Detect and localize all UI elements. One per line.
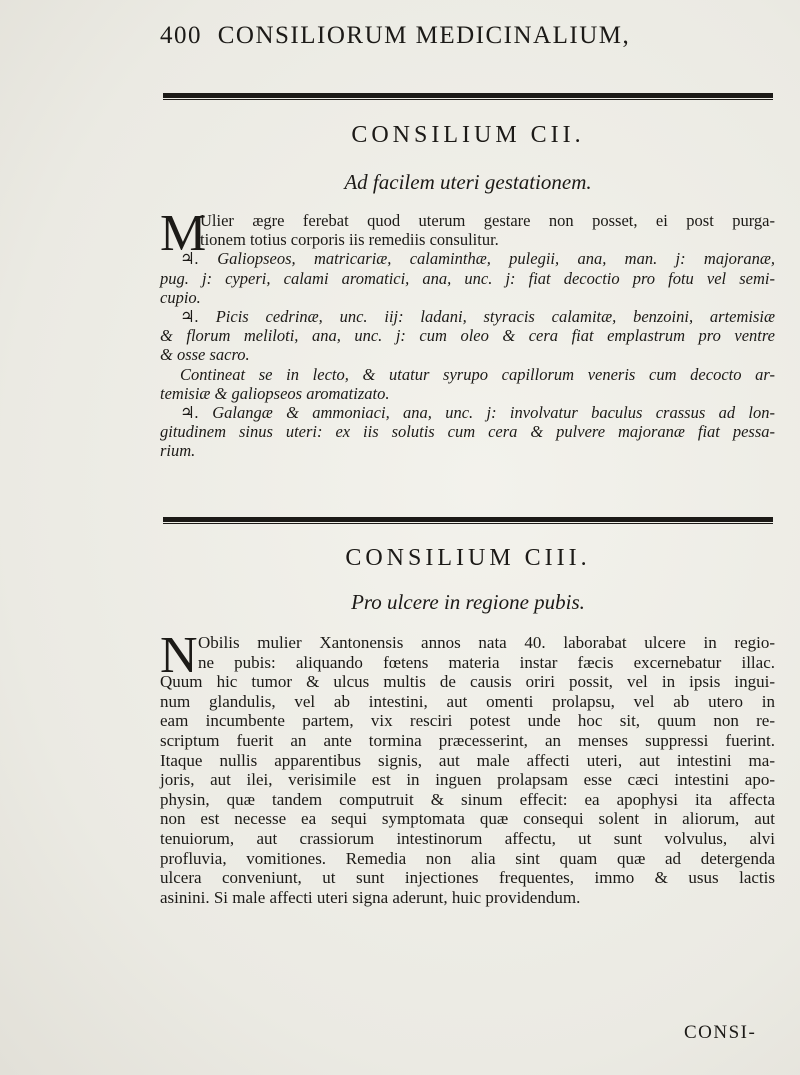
- text-line: pug. j: cyperi, calami aromatici, ana, unc. j: fiat decoctio pro fotu vel semi-: [160, 268, 775, 288]
- text-line: non est necesse ea sequi symptomata quæ consequi solent in aliorum, aut: [160, 809, 775, 829]
- section-body: [160, 627, 775, 907]
- text-line: & florum meliloti, ana, unc. j: cum oleo & cera fiat emplastrum pro ventre: [160, 326, 775, 346]
- text-line: asinini. Si male affecti uteri signa aderunt, huic providendum.: [160, 887, 581, 907]
- text-line: ne pubis: aliquando fœtens materia instar fæcis excernebatur illac.: [198, 652, 775, 672]
- text-line: ulcera conveniunt, ut sunt injectiones frequentes, immo & usus lactis: [160, 868, 775, 888]
- text-line: physin, quæ tandem computruit & sinum effecit: ea apophysi ita affecta: [160, 789, 775, 809]
- text-line: Quum hic tumor & ulcus multis de causis oriri possit, vel in ipsis ingui-: [160, 672, 775, 692]
- text-line: tionem totius corporis iis remediis consulitur.: [200, 230, 499, 250]
- text-line: gitudinem sinus uteri: ex iis solutis cum cera & pulvere majoranæ fiat pessa-: [160, 422, 775, 442]
- text-line: cupio.: [160, 287, 201, 307]
- text-line: Itaque nullis apparentibus signis, aut male affecti uteri, aut intestini ma-: [160, 750, 775, 770]
- running-title: CONSILIORUM MEDICINALIUM,: [217, 22, 631, 49]
- section-divider: [163, 93, 773, 98]
- section-title: CONSILIUM CII.: [351, 122, 585, 148]
- text-line: ♃. Picis cedrinæ, unc. iij: ladani, styracis calamitæ, benzoini, artemisiæ: [180, 307, 775, 327]
- drop-capital: M: [160, 205, 207, 262]
- catchword: CONSI-: [684, 1022, 757, 1043]
- section-body: [160, 205, 775, 461]
- text-line: ♃. Galangæ & ammoniaci, ana, unc. j: involvatur baculus crassus ad lon-: [180, 403, 775, 423]
- text-line: tenuiorum, aut crassiorum intestinorum affectu, ut sunt volvulus, alvi: [160, 828, 775, 848]
- text-line: ♃. Galiopseos, matricariæ, calaminthæ, pulegii, ana, man. j: majoranæ,: [180, 249, 775, 269]
- text-line: joris, aut ilei, verisimile est in inguen prolapsam esse cæci intestini apo-: [160, 770, 775, 790]
- text-line: Obilis mulier Xantonensis annos nata 40. laborabat ulcere in regio-: [198, 633, 775, 652]
- text-line: Ulier ægre ferebat quod uterum gestare non posset, ei post purga-: [200, 211, 775, 230]
- text-line: scriptum fuerit an ante tormina præcesserint, an menses suppressi fuerint.: [160, 730, 775, 750]
- text-line: & osse sacro.: [160, 345, 250, 365]
- drop-capital: N: [160, 627, 198, 684]
- text-line: profluvia, vomitiones. Remedia non alia sint quam quæ ad detergenda: [160, 848, 775, 868]
- section-subtitle: Pro ulcere in regione pubis.: [351, 590, 585, 614]
- text-line: temisiæ & galiopseos aromatizato.: [160, 383, 390, 403]
- section-title: CONSILIUM CIII.: [345, 545, 591, 571]
- running-header: [160, 22, 780, 50]
- text-line: rium.: [160, 441, 196, 461]
- text-line: Contineat se in lecto, & utatur syrupo capillorum veneris cum decocto ar-: [180, 364, 775, 384]
- section-divider: [163, 517, 773, 522]
- text-line: num glandulis, vel ab intestini, aut omenti prolapsu, vel ab utero in: [160, 691, 775, 711]
- section-subtitle: Ad facilem uteri gestationem.: [344, 170, 592, 194]
- text-line: eam incumbente partem, vix resciri potest unde hoc sit, quum non re-: [160, 711, 775, 731]
- page-number: 400: [160, 22, 202, 49]
